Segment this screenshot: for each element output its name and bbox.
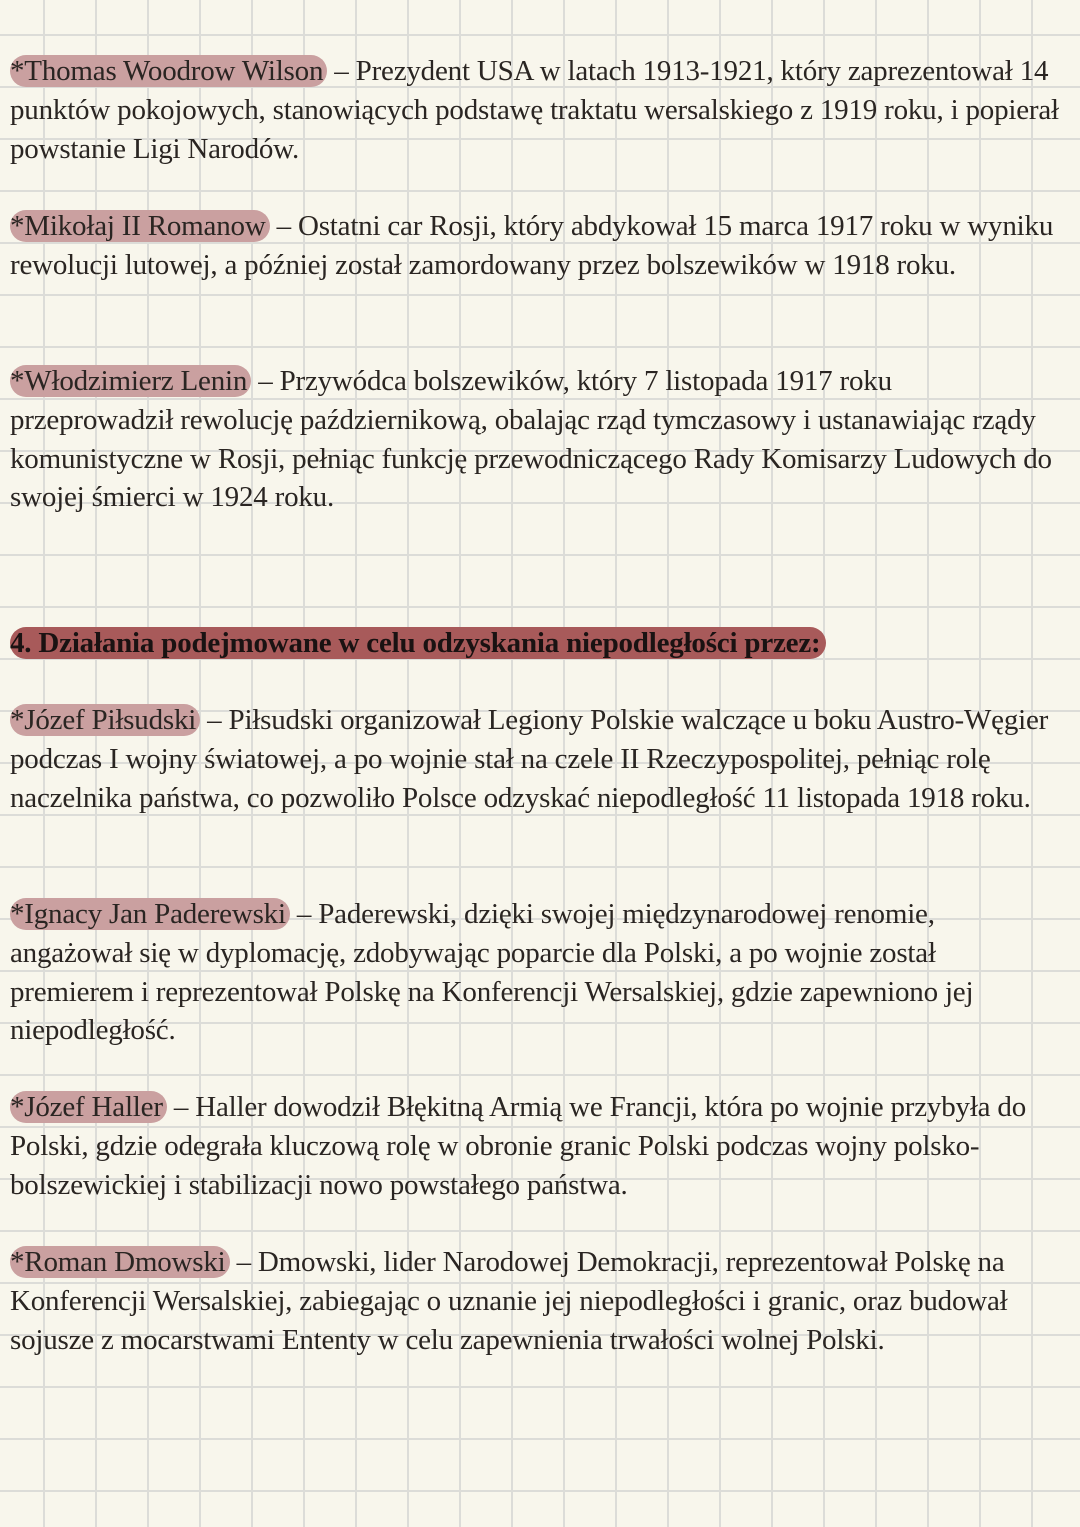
section-heading-text: 4. Działania podejmowane w celu odzyskania niepodległości przez: (10, 627, 826, 659)
entry-text: – Przywódca bolszewików, który 7 listopada 1917 roku przeprowadził rewolucję październikową, obalając rząd tymczasowy i ustanawiając rządy komunistyczne w Rosji, pełniąc funkcję przewodniczącego Rady Komisarzy Ludowych do swojej śmierci w 1924 roku. (10, 365, 1052, 514)
entry-paderewski (10, 895, 1060, 1050)
highlighted-name: *Roman Dmowski (10, 1246, 230, 1278)
section-heading (10, 624, 1060, 663)
highlighted-name: *Józef Piłsudski (10, 704, 200, 736)
entry-text: – Paderewski, dzięki swojej międzynarodowej renomie, angażował się w dyplomację, zdobywając poparcie dla Polski, a po wojnie został premierem i reprezentował Polskę na Konferencji Wersalskiej, gdzie zapewniono jej niepodległość. (10, 898, 974, 1047)
entry-haller (10, 1088, 1060, 1204)
entry-text: – Haller dowodził Błękitną Armią we Francji, która po wojnie przybyła do Polski, gdzie odegrała kluczową rolę w obronie granic Polski podczas wojny polsko-bolszewickiej i stabilizacji nowo powstałego państwa. (10, 1091, 1027, 1201)
entry-text: – Dmowski, lider Narodowej Demokracji, reprezentował Polskę na Konferencji Wersalskiej, zabiegając o uznanie jej niepodległości i granic, oraz budował sojusze z mocarstwami Ententy w celu zapewnienia trwałości wolnej Polski. (10, 1246, 1008, 1356)
highlighted-name: *Włodzimierz Lenin (10, 365, 251, 397)
highlighted-name: *Thomas Woodrow Wilson (10, 55, 327, 87)
entry-text: – Prezydent USA w latach 1913-1921, który zaprezentował 14 punktów pokojowych, stanowiących podstawę traktatu wersalskiego z 1919 roku, i popierał powstanie Ligi Narodów. (10, 55, 1059, 165)
highlighted-name: *Ignacy Jan Paderewski (10, 898, 290, 930)
entry-dmowski (10, 1243, 1060, 1359)
highlighted-name: *Józef Haller (10, 1091, 167, 1123)
entry-romanow (10, 207, 1060, 285)
entry-pilsudski (10, 701, 1060, 817)
highlighted-name: *Mikołaj II Romanow (10, 210, 270, 242)
entry-wilson (10, 52, 1060, 168)
entry-text: – Piłsudski organizował Legiony Polskie walczące u boku Austro-Węgier podczas I wojny światowej, a po wojnie stał na czele II Rzeczypospolitej, pełniąc rolę naczelnika państwa, co pozwoliło Polsce odzyskać niepodległość 11 listopada 1918 roku. (10, 704, 1049, 814)
entry-text: – Ostatni car Rosji, który abdykował 15 marca 1917 roku w wyniku rewolucji lutowej, a później został zamordowany przez bolszewików w 1918 roku. (10, 210, 1054, 281)
entry-lenin (10, 362, 1060, 517)
